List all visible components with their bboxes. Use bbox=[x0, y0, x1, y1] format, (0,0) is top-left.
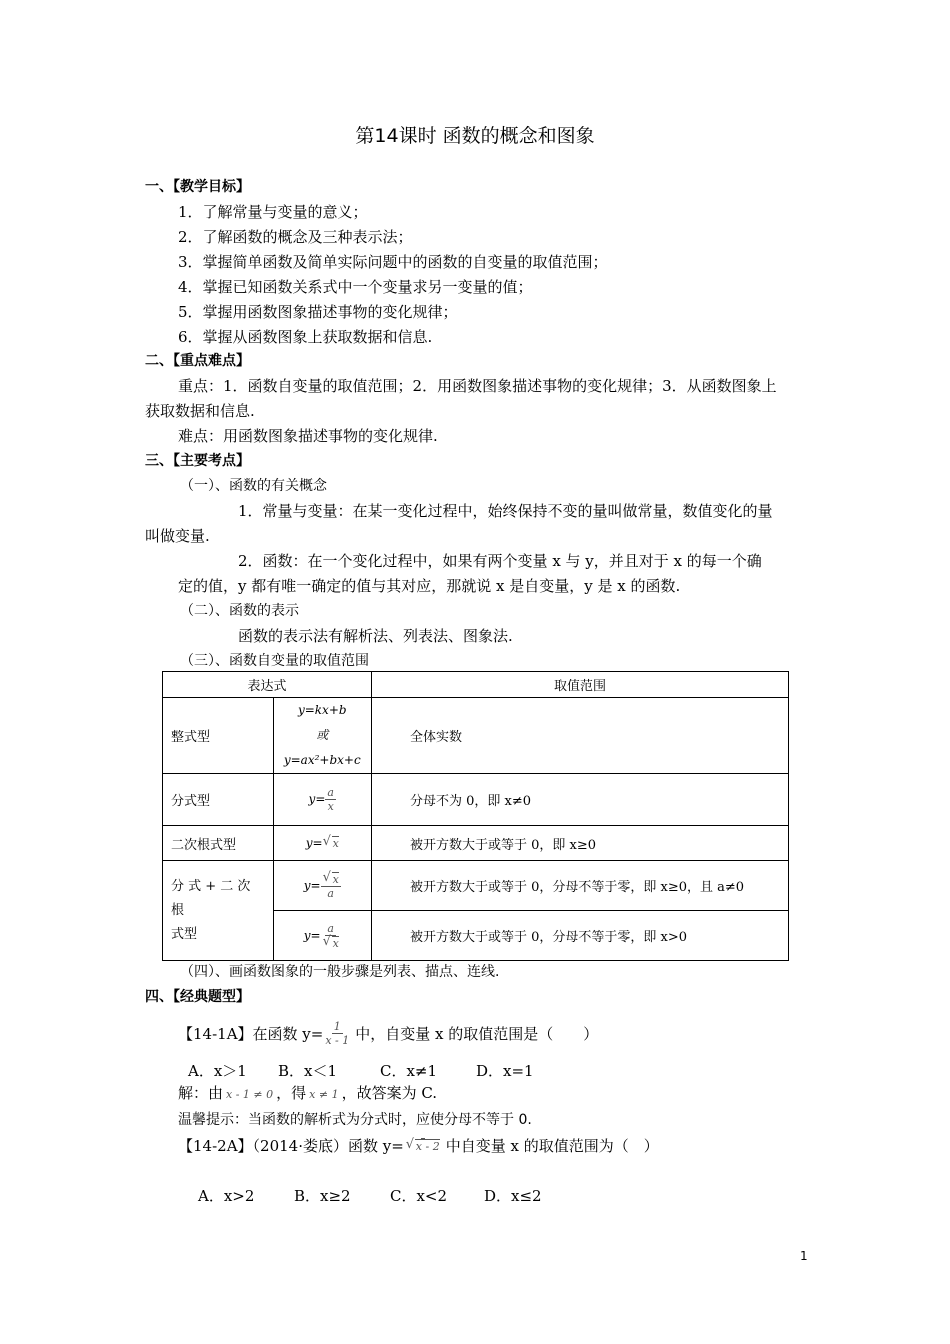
subsection-2-heading: （二）、函数的表示 bbox=[180, 603, 299, 619]
objective-5: 5．掌握用函数图象描述事物的变化规律； bbox=[178, 303, 458, 321]
section-2-heading: 二、【重点难点】 bbox=[145, 353, 250, 369]
warm-tip: 温馨提示：当函数的解析式为分式时，应使分母不等于 0. bbox=[178, 1112, 532, 1128]
q2-option-d: D．x≤2 bbox=[484, 1187, 542, 1205]
row-radical-range: 被开方数大于或等于 0，即 x≥0 bbox=[372, 826, 789, 861]
concept-constant-line-1: 1．常量与变量：在某一变化过程中，始终保持不变的量叫做常量，数值变化的量 bbox=[238, 502, 773, 520]
representation-text: 函数的表示法有解析法、列表法、图象法. bbox=[238, 627, 513, 645]
page-title: 第14课时 函数的概念和图象 bbox=[355, 125, 595, 147]
concept-function-line-2: 定的值，y 都有唯一确定的值与其对应，那就说 x 是自变量，y 是 x 的函数. bbox=[178, 577, 681, 595]
row-fraction-expression: y= $\frac{a}{x}$ bbox=[273, 774, 371, 826]
table-header-range: 取值范围 bbox=[372, 672, 789, 698]
subsection-1-heading: （一）、函数的有关概念 bbox=[180, 478, 327, 494]
objective-4: 4．掌握已知函数关系式中一个变量求另一变量的值； bbox=[178, 278, 533, 296]
objective-1: 1．了解常量与变量的意义； bbox=[178, 203, 368, 221]
row-fraction-range: 分母不为 0，即 x≠0 bbox=[372, 774, 789, 826]
q2-option-a: A．x>2 bbox=[198, 1187, 255, 1205]
q1-option-c: C．x≠1 bbox=[380, 1062, 438, 1080]
row-mixed-type: 分 式 + 二 次 根 式型 bbox=[163, 861, 274, 961]
or-label: 或 bbox=[316, 728, 329, 742]
domain-table bbox=[162, 671, 789, 961]
q2-option-c: C．x<2 bbox=[390, 1187, 448, 1205]
table-header-expression: 表达式 bbox=[163, 672, 372, 698]
difficult-points: 难点：用函数图象描述事物的变化规律. bbox=[178, 427, 438, 445]
q2-option-b: B．x≥2 bbox=[294, 1187, 351, 1205]
row-polynomial-type: 整式型 bbox=[163, 698, 274, 774]
row-mixed-expression-2: y= a √ x bbox=[273, 911, 371, 961]
q1-solution: 解：由 x - 1 ≠ 0 ，得 x ≠ 1 ，故答案为 C. bbox=[178, 1084, 438, 1102]
key-points-line-1: 重点：1．函数自变量的取值范围；2．用函数图象描述事物的变化规律；3．从函数图象上 bbox=[178, 377, 777, 395]
section-1-heading: 一、【教学目标】 bbox=[145, 179, 250, 195]
question-14-2A: 【14-2A】（2014·娄底）函数 y= √ x - 2 中自变量 x 的取值范围为（ ） bbox=[178, 1136, 659, 1156]
objective-3: 3．掌握简单函数及简单实际问题中的函数的自变量的取值范围； bbox=[178, 253, 608, 271]
fraction-a-over-x: $\frac{a}{x}$ bbox=[327, 786, 334, 813]
concept-function-line-1: 2．函数：在一个变化过程中，如果有两个变量 x 与 y，并且对于 x 的每一个确 bbox=[238, 552, 762, 570]
row-mixed-range-2: 被开方数大于或等于 0，分母不等于零，即 x>0 bbox=[372, 911, 789, 961]
row-radical-expression: y=√ x bbox=[273, 826, 371, 861]
quadratic-formula: y=ax²+bx+c bbox=[283, 753, 361, 767]
q2-fraction: √ x - 2 bbox=[404, 1138, 442, 1153]
subsection-3-heading: （三）、函数自变量的取值范围 bbox=[180, 653, 369, 669]
page-number: 1 bbox=[800, 1249, 808, 1263]
q1-option-d: D．x=1 bbox=[476, 1062, 534, 1080]
row-fraction-type: 分式型 bbox=[163, 774, 274, 826]
key-points-line-2: 获取数据和信息. bbox=[145, 402, 255, 420]
q1-option-a: A．x＞1 bbox=[188, 1062, 247, 1080]
section-4-heading: 四、【经典题型】 bbox=[145, 989, 250, 1005]
q1-fraction: $\frac{1}{x - 1}$ bbox=[325, 1020, 350, 1047]
objective-6: 6．掌握从函数图象上获取数据和信息. bbox=[178, 328, 433, 346]
section-3-heading: 三、【主要考点】 bbox=[145, 453, 250, 469]
sqrt-x: √ x bbox=[332, 836, 339, 850]
row-mixed-range-1: 被开方数大于或等于 0，分母不等于零，即 x≥0，且 a≠0 bbox=[372, 861, 789, 911]
question-14-1A: 【14-1A】在函数 y= $\frac{1}{x - 1}$ 中，自变量 x 的取值范围是（ ） bbox=[178, 1020, 599, 1047]
subsection-4-text: （四）、画函数图象的一般步骤是列表、描点、连线. bbox=[180, 964, 500, 980]
row-polynomial-expression bbox=[273, 698, 371, 774]
objective-2: 2．了解函数的概念及三种表示法； bbox=[178, 228, 413, 246]
row-mixed-expression-1: y= √ $\frac{x}{a}$ bbox=[273, 861, 371, 911]
concept-constant-line-2: 叫做变量. bbox=[145, 527, 210, 545]
linear-formula: y=kx+b bbox=[297, 703, 347, 717]
row-radical-type: 二次根式型 bbox=[163, 826, 274, 861]
q1-option-b: B．x＜1 bbox=[278, 1062, 338, 1080]
row-polynomial-range: 全体实数 bbox=[372, 698, 789, 774]
